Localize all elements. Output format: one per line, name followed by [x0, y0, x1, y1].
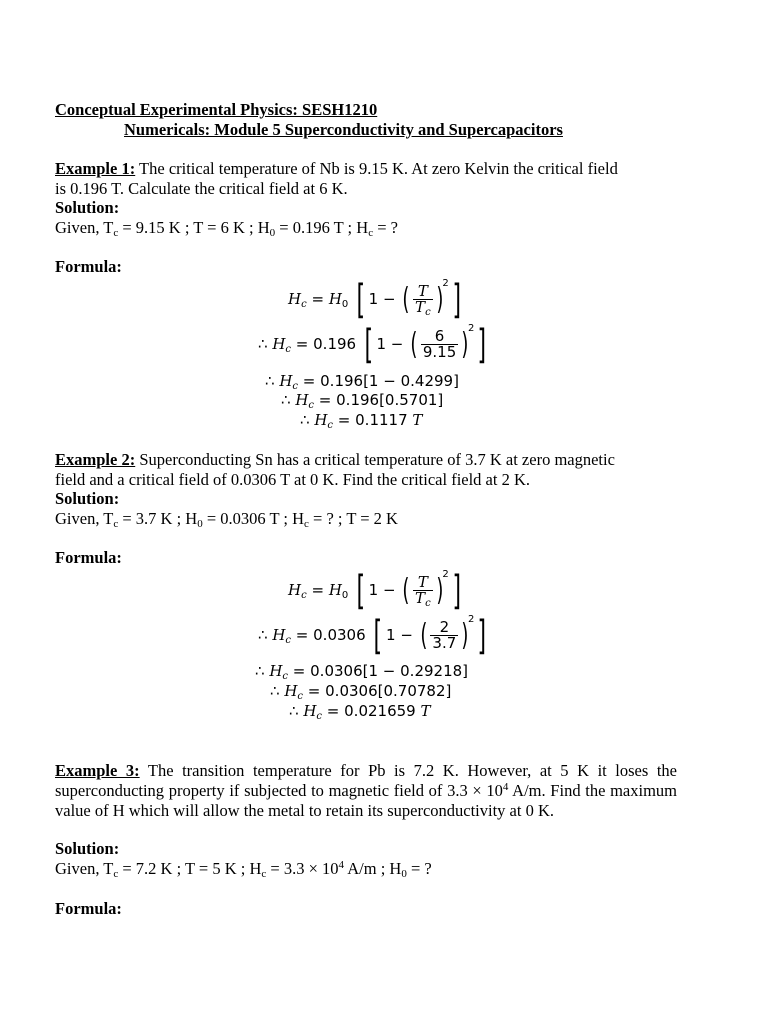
example2-solution-label: Solution: — [55, 489, 120, 508]
example2-given: Given, $T_c = 3.7$ K ; $H_0 = 0.0306$ T ; $H_c$ = ? ; T = 2 K — [55, 509, 398, 530]
example2-problem-line2: field and a critical field of 0.0306 T at 0 K. Find the critical field at 2 K. — [55, 470, 531, 489]
example2-step4: ∴ $H_c = 0.021659$ T — [289, 702, 431, 722]
example1-formula-label: Formula: — [55, 257, 122, 276]
course-title: Conceptual Experimental Physics: SESH1210 — [55, 100, 378, 119]
example2-step3: ∴ $H_c = 0.0306[0.70782]$ — [270, 682, 452, 702]
example1-given: Given, $T_c = 9.15$ K ; T = 6 K ; $H_0 = 0.196$ T ; $H_c$ = ? — [55, 218, 398, 239]
example1-problem-line2: is 0.196 T. Calculate the critical field at 6 K. — [55, 179, 348, 198]
example1-step4: ∴ $H_c = 0.1117$ T — [300, 411, 423, 431]
example1-solution-label: Solution: — [55, 198, 120, 217]
example1-problem-line1: Example 1: The critical temperature of Nb is 9.15 K. At zero Kelvin the critical field — [55, 159, 618, 178]
example3-solution-label: Solution: — [55, 839, 120, 858]
example2-formula: $H_c = H_0$ [ 1 − ( $\frac{T}{T_c}$ )$^2$] — [288, 567, 461, 614]
example1-step3: ∴ $H_c = 0.196[0.5701]$ — [281, 391, 444, 411]
example2-step2: ∴ $H_c = 0.0306[1 - 0.29218]$ — [255, 662, 469, 682]
example1-formula: $H_c = H_0$ [ 1 − ( $\frac{T}{T_c}$ )$^2$] — [288, 276, 461, 323]
example1-label: Example 1: — [55, 159, 136, 178]
example1-step2: ∴ $H_c = 0.196[1 - 0.4299]$ — [265, 372, 459, 392]
example1-step1: ∴ $H_c = 0.196$ [ 1 − ( $\frac{6}{9.15}$ )$^2$] — [258, 321, 487, 368]
example3-given: Given, $T_c = 7.2$ K ; T = 5 K ; $H_c = 3.3 \times 10^4$ A/m ; $H_0$ = ? — [55, 859, 432, 880]
example2-formula-label: Formula: — [55, 548, 122, 567]
example3-formula-label: Formula: — [55, 899, 122, 918]
example2-problem-line1: Example 2: Superconducting Sn has a critical temperature of 3.7 K at zero magnetic — [55, 450, 615, 469]
example3-label: Example 3: — [55, 761, 140, 780]
example2-step1: ∴ $H_c = 0.0306$ [ 1 − ( $\frac{2}{3.7}$ )$^2$] — [258, 612, 487, 659]
example2-label: Example 2: — [55, 450, 136, 469]
module-title: Numericals: Module 5 Superconductivity and Supercapacitors — [124, 120, 563, 139]
example3-problem: Example 3: The transition temperature for Pb is 7.2 K. However, at 5 K it loses the superconducting property if subjected to magnetic field of $3.3 \times 10^4$ A/m. Find the maximum value of H which will allow the metal to retain its superconductivity at 0 K. — [55, 761, 677, 820]
